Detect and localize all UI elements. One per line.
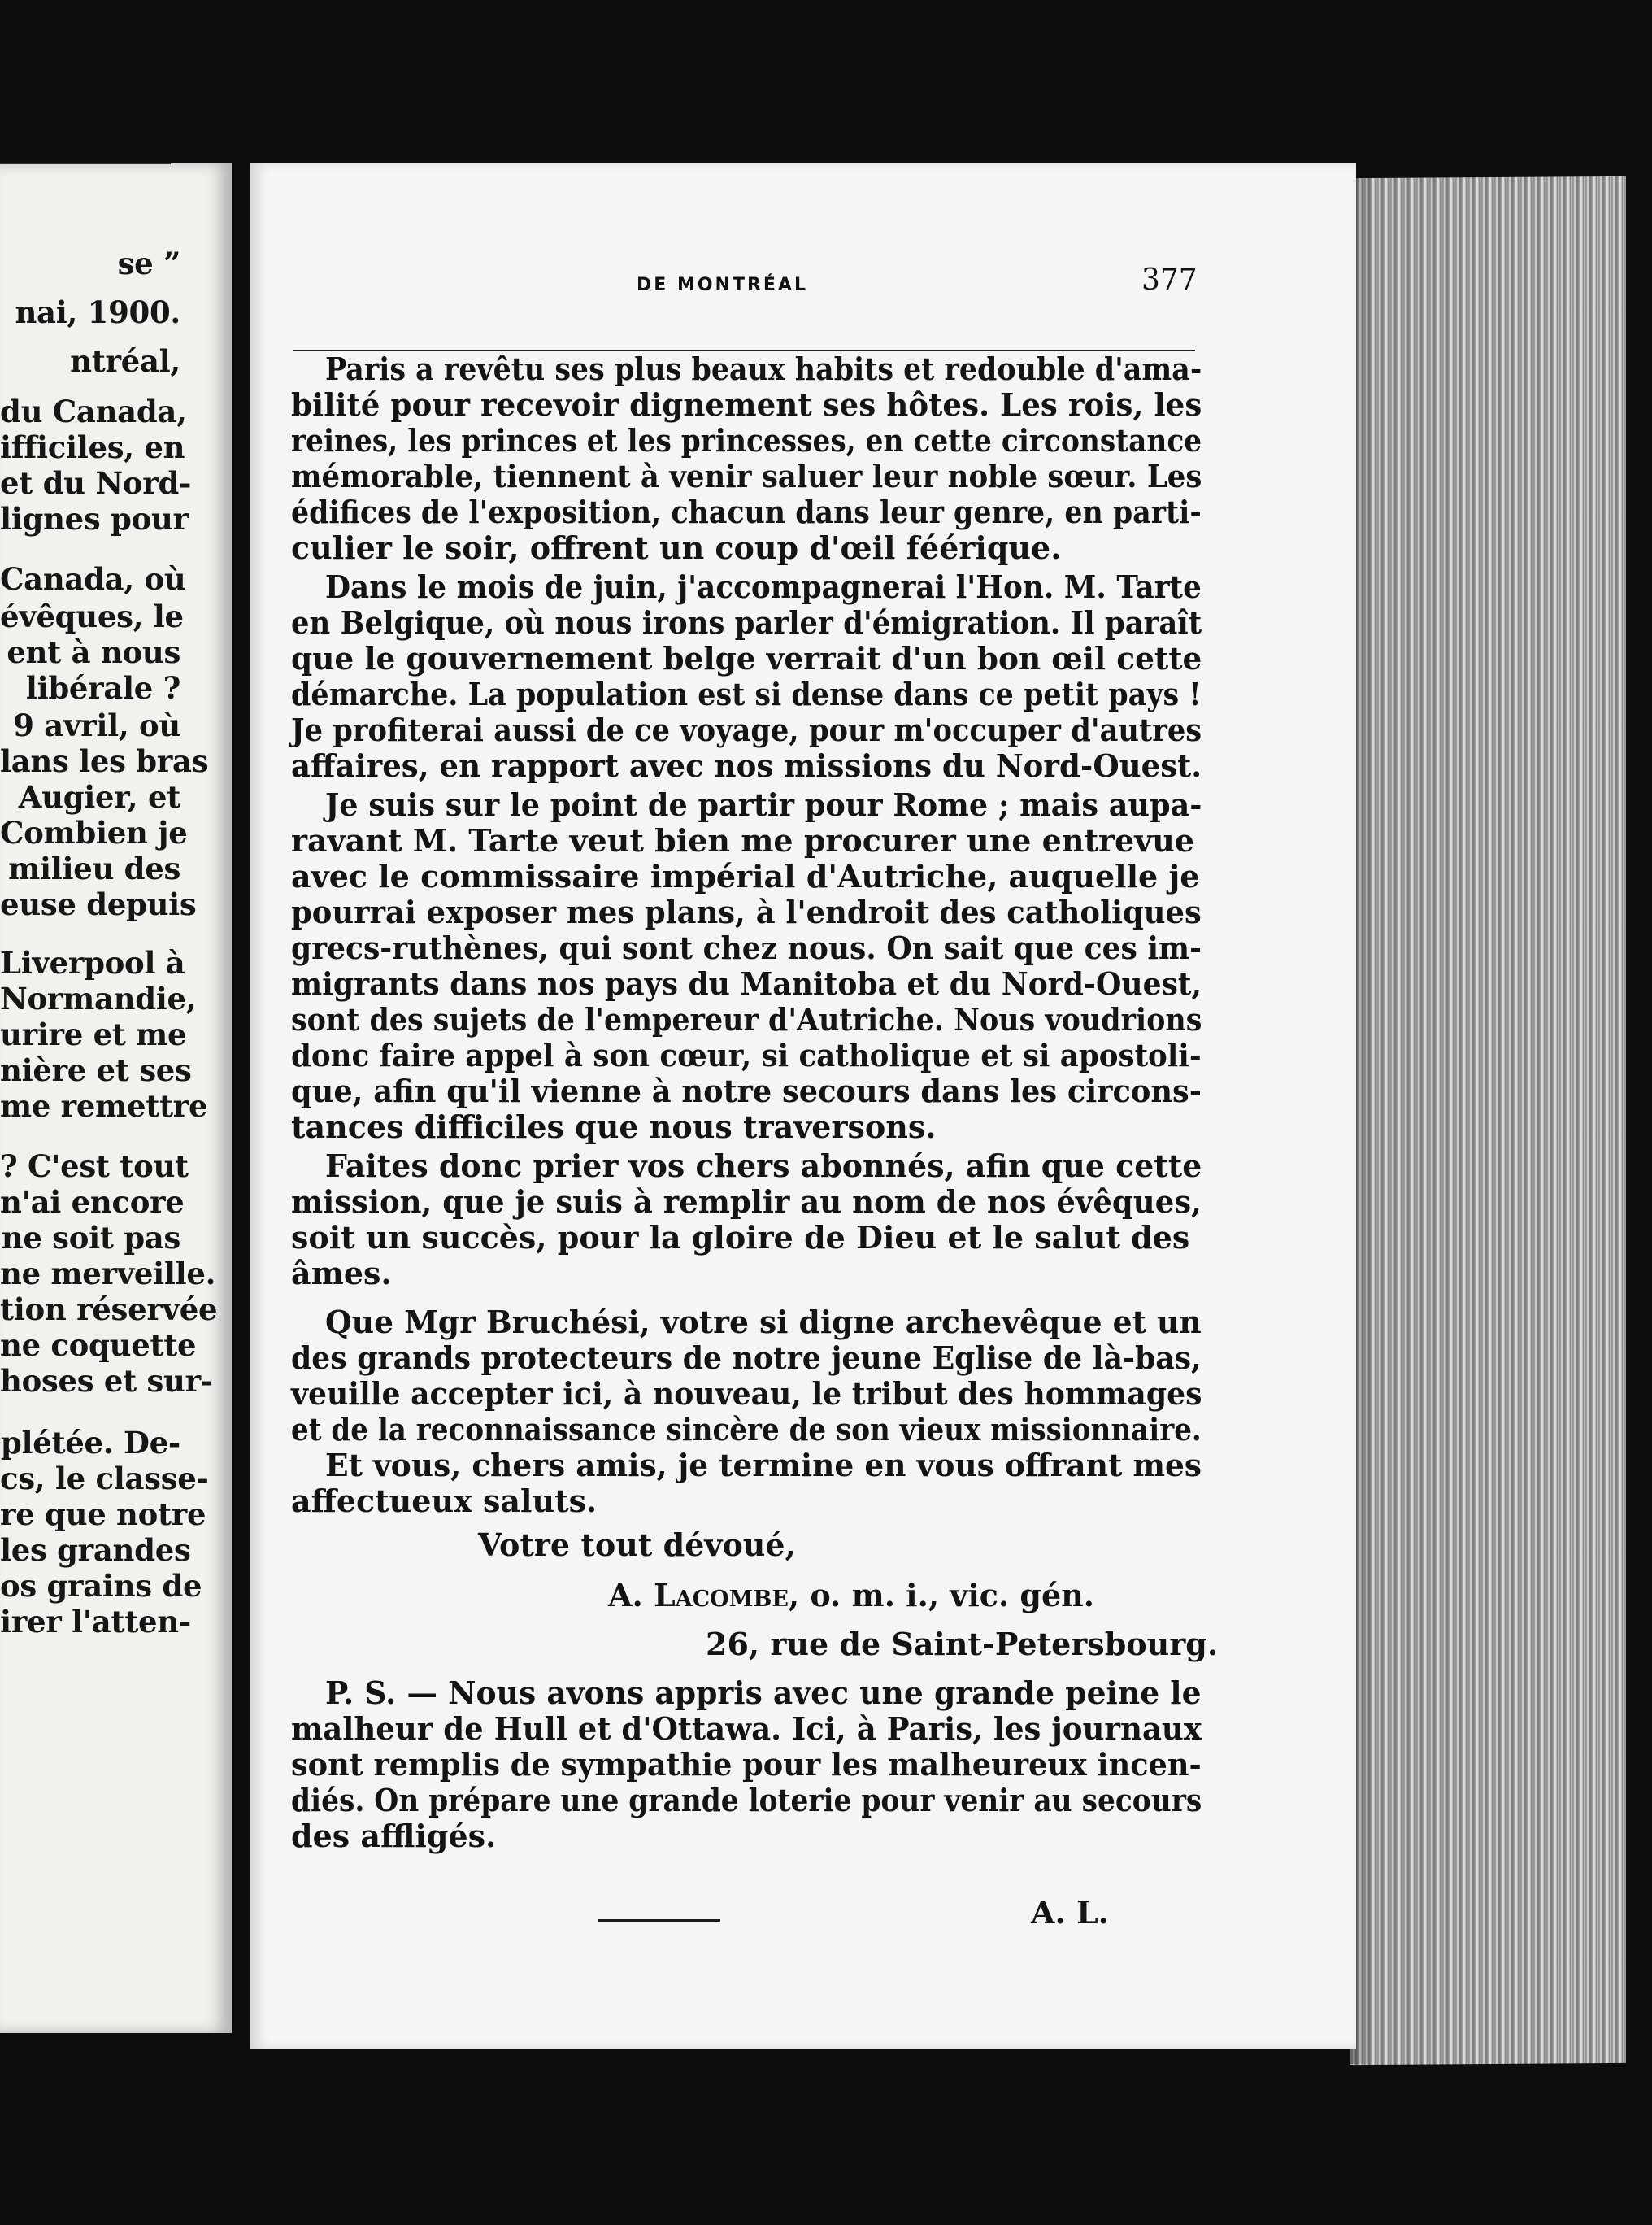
postscript-line: malheur de Hull et d'Ottawa. Ici, à Paris, les journaux [291,1710,1202,1747]
address: 26, rue de Saint-Petersbourg. [706,1626,1219,1662]
text-line: que le gouvernement belge verrait d'un bon œil cette [291,640,1202,677]
closing-salutation: Votre tout dévoué, [478,1526,796,1563]
postscript-initials: A. L. [1031,1894,1109,1931]
text-line: donc faire appel à son cœur, si catholique et si apostoli- [291,1037,1202,1073]
left-page-line: cs, le classe- [0,1461,209,1496]
signature [608,1578,1094,1613]
text-line: culier le soir, offrent un coup d'œil féérique. [291,529,1062,566]
left-page-line: irer l'atten- [0,1604,191,1639]
left-page-line: urire et me [0,1017,187,1052]
left-page-line: lignes pour [0,501,189,537]
text-line: tances difficiles que nous traversons. [291,1108,937,1145]
left-page-line: les grandes [0,1532,191,1568]
postscript-line: P. S. — Nous avons appris avec une grande peine le [325,1674,1202,1711]
left-page-line: Combien je [0,815,188,851]
text-line: en Belgique, où nous irons parler d'émigration. Il paraît [291,604,1202,641]
text-line: Je suis sur le point de partir pour Rome ; mais aupa- [325,786,1202,823]
left-page-line: ne soit pas [1,1220,180,1256]
running-head: DE MONTRÉAL [637,275,808,295]
left-page-line: ent à nous [7,634,180,670]
text-line: affectueux saluts. [291,1483,598,1519]
text-line: Que Mgr Bruchési, votre si digne archevêque et un [325,1304,1202,1340]
left-page-line: ifficiles, en [0,429,185,465]
page-number: 377 [1141,263,1198,297]
left-page-line: me remettre [0,1088,208,1124]
postscript-line: diés. On prépare une grande loterie pour venir au secours [291,1782,1202,1818]
text-line: Et vous, chers amis, je termine en vous offrant mes [325,1447,1202,1483]
left-page-line: ne merveille. [0,1256,216,1291]
left-page-line: Augier, et [18,779,180,815]
postscript-line: sont remplis de sympathie pour les malheureux incen- [291,1746,1202,1783]
page-block-edges [1350,176,1626,2065]
text-line: migrants dans nos pays du Manitoba et du Nord-Ouest, [291,965,1202,1002]
left-page-line: milieu des [8,851,180,886]
text-line: affaires, en rapport avec nos missions du Nord-Ouest. [291,747,1202,784]
left-page-line: nière et ses [0,1052,192,1088]
text-line: mémorable, tiennent à venir saluer leur noble sœur. Les [291,458,1202,494]
left-page-line: du Canada, [0,394,187,429]
signature-name: A. Lacombe [608,1577,789,1613]
text-line: Dans le mois de juin, j'accompagnerai l'Hon. M. Tarte [325,568,1202,605]
text-line: que, afin qu'il vienne à notre secours dans les circons- [291,1073,1202,1109]
text-line: âmes. [291,1255,392,1291]
left-page-line: libérale ? [25,670,180,706]
left-page-line: Canada, où [0,561,186,597]
left-page-line: lans les bras [0,743,209,779]
left-page-header-rule [0,163,171,164]
left-page-line: ntréal, [70,343,180,379]
left-page-line: hoses et sur- [0,1363,213,1399]
left-page-line: re que notre [0,1496,206,1532]
left-page-line: os grains de [0,1568,202,1604]
left-page-line: ? C'est tout [0,1148,189,1184]
left-page-line: n'ai encore [0,1184,185,1220]
text-line: démarche. La population est si dense dans ce petit pays ! [291,676,1202,712]
text-line: mission, que je suis à remplir au nom de nos évêques, [291,1183,1202,1220]
left-page-line: tion réservée [0,1291,218,1327]
text-line: veuille accepter ici, à nouveau, le tribut des hommages [291,1375,1202,1412]
text-line: Je profiterai aussi de ce voyage, pour m'occuper d'autres [291,712,1202,748]
left-page-line: nai, 1900. [15,294,180,330]
text-line: grecs-ruthènes, qui sont chez nous. On sait que ces im- [291,930,1202,966]
text-line: sont des sujets de l'empereur d'Autriche. Nous voudrions [291,1001,1202,1038]
left-page-line: plétée. De- [0,1425,180,1461]
end-rule [598,1919,720,1922]
left-page-line: 9 avril, où [13,708,180,743]
text-line: ravant M. Tarte veut bien me procurer une entrevue [291,822,1195,859]
text-line: Faites donc prier vos chers abonnés, afin que cette [325,1147,1202,1184]
main-page [250,163,1356,2049]
text-line: et de la reconnaissance sincère de son vieux missionnaire. [291,1411,1202,1448]
left-page-line: évêques, le [0,599,184,634]
text-line: bilité pour recevoir dignement ses hôtes. Les rois, les [291,386,1202,423]
signature-title: , o. m. i., vic. gén. [788,1577,1095,1613]
postscript-line: des affligés. [291,1818,497,1854]
left-page-line: se ” [117,246,180,281]
left-page-line: Liverpool à [0,945,185,981]
left-page-line: et du Nord- [0,465,192,501]
text-line: soit un succès, pour la gloire de Dieu et le salut des [291,1219,1190,1256]
text-line: édifices de l'exposition, chacun dans leur genre, en parti- [291,494,1202,530]
text-line: reines, les princes et les princesses, en cette circonstance [291,422,1202,459]
text-line: des grands protecteurs de notre jeune Eglise de là-bas, [291,1339,1202,1376]
left-page-line: ne coquette [0,1327,197,1363]
left-page-line: euse depuis [0,886,197,922]
text-line: Paris a revêtu ses plus beaux habits et redouble d'ama- [325,351,1202,387]
text-line: avec le commissaire impérial d'Autriche, auquelle je [291,858,1200,895]
text-line: pourrai exposer mes plans, à l'endroit des catholiques [291,894,1202,930]
left-page-line: Normandie, [0,981,197,1017]
